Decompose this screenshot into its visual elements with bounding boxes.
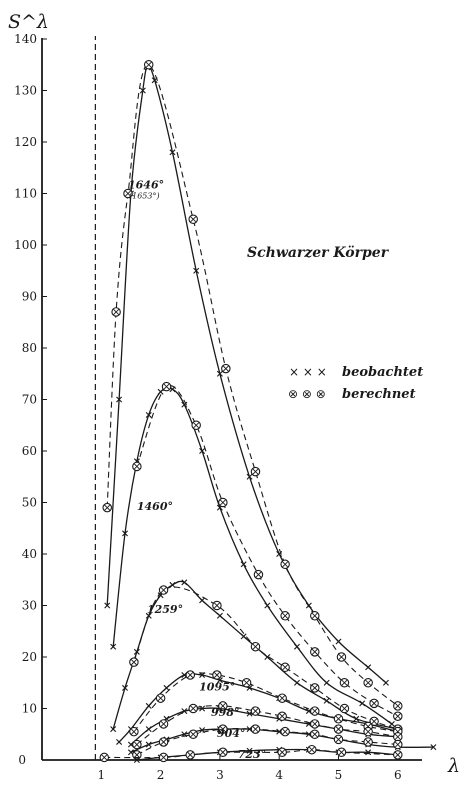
calculated-point	[251, 707, 259, 715]
observed-point	[200, 598, 205, 603]
calculated-point	[189, 730, 197, 738]
calculated-point	[394, 751, 402, 759]
y-tick-label: 0	[18, 753, 26, 767]
observed-point	[389, 721, 394, 726]
x-tick-label: 5	[334, 768, 343, 782]
calculated-point	[370, 699, 378, 707]
calculated-point	[334, 735, 342, 743]
calculated-point	[130, 658, 138, 666]
observed-point	[158, 389, 163, 394]
x-tick-label: 6	[393, 768, 402, 782]
calculated-point	[251, 725, 259, 733]
observed-curve	[113, 388, 392, 724]
x-tick-label: 1	[97, 768, 106, 782]
series-layer	[100, 61, 436, 763]
calculated-point	[133, 740, 141, 748]
chart-title: Schwarzer Körper	[247, 245, 389, 261]
y-axis-title: S^λ	[8, 11, 49, 33]
calculated-point	[192, 421, 200, 429]
calculated-point	[364, 738, 372, 746]
calculated-point	[130, 727, 138, 735]
y-tick-label: 130	[14, 83, 37, 98]
observed-point	[182, 580, 187, 585]
y-tick-label: 140	[14, 32, 37, 46]
curve-label-1: 1460°	[136, 500, 174, 514]
y-tick-label: 90	[21, 289, 37, 304]
calculated-point	[394, 733, 402, 741]
calculated-point	[159, 720, 167, 728]
calculated-point	[311, 648, 319, 656]
observed-point	[217, 613, 222, 618]
curve-label-5: 904°	[216, 726, 246, 740]
calculated-point	[189, 215, 197, 223]
calculated-curve	[137, 385, 398, 716]
curve-label-4: 998°	[211, 706, 240, 720]
curve-label-6: 723°	[237, 747, 267, 761]
calculated-point	[337, 653, 345, 661]
calculated-point	[162, 382, 170, 390]
calculated-point	[311, 720, 319, 728]
calculated-point	[311, 707, 319, 715]
calculated-point	[100, 753, 108, 761]
calculated-point	[242, 679, 250, 687]
calculated-point	[278, 748, 286, 756]
y-tick-label: 80	[21, 341, 37, 355]
calculated-point	[251, 467, 259, 475]
observed-point	[360, 701, 365, 706]
y-tick-label: 10	[21, 701, 37, 716]
observed-point	[164, 685, 169, 690]
calculated-point	[364, 727, 372, 735]
y-tick-label: 60	[21, 444, 37, 458]
y-tick-labels	[14, 32, 47, 767]
calculated-point	[278, 694, 286, 702]
calculated-point	[186, 751, 194, 759]
x-tick-label: 2	[156, 768, 165, 782]
calculated-point	[159, 586, 167, 594]
calculated-point	[394, 702, 402, 710]
calculated-point	[278, 712, 286, 720]
calculated-point	[213, 601, 221, 609]
calculated-point	[281, 727, 289, 735]
y-tick-label: 120	[14, 135, 37, 149]
x-tick-label: 4	[275, 768, 284, 782]
calculated-point	[219, 498, 227, 506]
legend	[288, 365, 423, 402]
curve-label-sub-0: (1653°)	[128, 191, 160, 201]
observed-curve	[137, 749, 398, 760]
series-1	[111, 382, 402, 726]
observed-point	[294, 644, 299, 649]
calculated-point	[394, 740, 402, 748]
calculated-point	[334, 715, 342, 723]
calculated-point	[213, 671, 221, 679]
y-tick-label: 110	[14, 186, 37, 201]
x-tick-label: 3	[216, 768, 224, 782]
calculated-point	[251, 643, 259, 651]
calculated-point	[340, 679, 348, 687]
observed-point	[116, 739, 121, 744]
y-tick-label: 20	[21, 650, 37, 664]
calculated-point	[186, 671, 194, 679]
observed-point	[146, 727, 151, 732]
curve-label-2: 1259°	[146, 603, 184, 617]
x-axis-title: λ	[448, 755, 461, 777]
calculated-point	[159, 753, 167, 761]
observed-point	[336, 639, 341, 644]
y-tick-label: 100	[14, 238, 37, 252]
calculated-point	[364, 679, 372, 687]
observed-point	[324, 680, 329, 685]
calculated-point	[222, 364, 230, 372]
calculated-point	[145, 61, 153, 69]
legend-calculated-symbols: ⊗ ⊗ ⊗	[288, 387, 326, 401]
calculated-point	[308, 746, 316, 754]
observed-point	[170, 582, 175, 587]
legend-observed-label: beobachtet	[342, 365, 424, 380]
legend-calculated-label: berechnet	[342, 387, 416, 402]
calculated-point	[103, 503, 111, 511]
calculated-point	[281, 663, 289, 671]
calculated-point	[159, 738, 167, 746]
y-tick-label: 30	[21, 598, 37, 613]
calculated-point	[112, 308, 120, 316]
calculated-point	[311, 684, 319, 692]
observed-point	[265, 603, 270, 608]
calculated-point	[254, 570, 262, 578]
observed-point	[383, 680, 388, 685]
calculated-point	[311, 612, 319, 620]
observed-point	[241, 634, 246, 639]
curve-label-3: 1095°	[199, 680, 236, 694]
y-tick-label: 40	[21, 547, 37, 561]
calculated-point	[394, 712, 402, 720]
calculated-point	[311, 730, 319, 738]
calculated-point	[340, 704, 348, 712]
curve-label-0: 1646°	[127, 178, 165, 192]
observed-curve	[131, 708, 398, 745]
legend-observed-symbols: × × ×	[289, 365, 327, 379]
observed-point	[294, 680, 299, 685]
calculated-point	[133, 462, 141, 470]
calculated-point	[281, 560, 289, 568]
observed-point	[146, 703, 151, 708]
y-tick-label: 50	[21, 495, 37, 510]
observed-point	[241, 562, 246, 567]
calculated-point	[337, 748, 345, 756]
calculated-point	[189, 704, 197, 712]
y-tick-label: 70	[21, 392, 37, 407]
observed-point	[366, 665, 371, 670]
calculated-point	[219, 748, 227, 756]
calculated-point	[156, 694, 164, 702]
calculated-point	[281, 612, 289, 620]
observed-point	[324, 698, 329, 703]
curve-labels	[128, 178, 266, 761]
calculated-point	[334, 725, 342, 733]
